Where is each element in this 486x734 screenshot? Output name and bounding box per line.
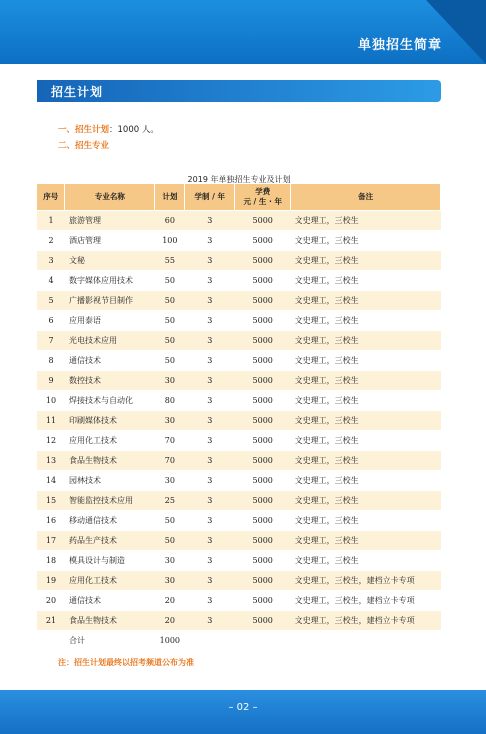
table-row (37, 491, 441, 511)
table-row (37, 371, 441, 391)
cell-name: 焊接技术与自动化 (65, 391, 155, 411)
cell-fee: 5000 (235, 271, 291, 291)
cell-plan: 50 (155, 291, 185, 311)
cell-years: 3 (185, 491, 235, 511)
cell-plan: 55 (155, 251, 185, 271)
majors-line (58, 140, 109, 152)
cell-seq: 2 (37, 231, 65, 251)
total-label: 合计 (65, 631, 155, 651)
cell-years: 3 (185, 471, 235, 491)
cell-seq: 13 (37, 451, 65, 471)
cell-plan: 20 (155, 611, 185, 631)
table-row (37, 471, 441, 491)
cell-note: 文史理工，三校生 (291, 351, 441, 371)
plan-count-label: 一、招生计划 (58, 125, 110, 135)
cell-years: 3 (185, 251, 235, 271)
cell-seq: 18 (37, 551, 65, 571)
table-header-row (37, 184, 441, 211)
cell-plan: 30 (155, 371, 185, 391)
cell-note: 文史理工，三校生 (291, 451, 441, 471)
table-row (37, 611, 441, 631)
header-band (0, 0, 486, 64)
cell-fee: 5000 (235, 351, 291, 371)
footer-band (0, 690, 486, 734)
footnote: 注：招生计划最终以招考频道公布为准 (58, 658, 194, 667)
cell-name: 广播影视节目制作 (65, 291, 155, 311)
cell-fee: 5000 (235, 231, 291, 251)
cell-seq: 7 (37, 331, 65, 351)
table-row (37, 511, 441, 531)
cell-note: 文史理工，三校生，建档立卡专项 (291, 571, 441, 591)
cell-years: 3 (185, 531, 235, 551)
page-number: – 02 – (228, 702, 258, 713)
table-row (37, 251, 441, 271)
cell-seq: 12 (37, 431, 65, 451)
cell-name: 通信技术 (65, 591, 155, 611)
cell-seq: 1 (37, 211, 65, 231)
cell-note: 文史理工，三校生 (291, 311, 441, 331)
cell-years: 3 (185, 571, 235, 591)
cell-name: 旅游管理 (65, 211, 155, 231)
majors-label: 二、招生专业 (58, 141, 110, 151)
cell-name: 酒店管理 (65, 231, 155, 251)
cell-plan: 50 (155, 511, 185, 531)
cell-years: 3 (185, 231, 235, 251)
cell-years: 3 (185, 551, 235, 571)
cell-seq: 9 (37, 371, 65, 391)
table-row (37, 551, 441, 571)
cell-seq: 21 (37, 611, 65, 631)
cell-name: 光电技术应用 (65, 331, 155, 351)
cell-note: 文史理工，三校生 (291, 371, 441, 391)
cell-years: 3 (185, 371, 235, 391)
cell-years: 3 (185, 291, 235, 311)
cell-plan: 80 (155, 391, 185, 411)
cell-years: 3 (185, 591, 235, 611)
table-row (37, 411, 441, 431)
cell-name: 食品生物技术 (65, 451, 155, 471)
cell-name: 移动通信技术 (65, 511, 155, 531)
cell-fee: 5000 (235, 551, 291, 571)
cell-seq: 11 (37, 411, 65, 431)
table-row (37, 211, 441, 231)
cell-seq: 8 (37, 351, 65, 371)
table-row (37, 291, 441, 311)
cell-name: 应用化工技术 (65, 571, 155, 591)
header-fee-line1: 学费 (255, 187, 271, 196)
cell-name: 数控技术 (65, 371, 155, 391)
cell-seq: 16 (37, 511, 65, 531)
cell-name: 智能监控技术应用 (65, 491, 155, 511)
cell-note: 文史理工，三校生 (291, 551, 441, 571)
cell-seq: 3 (37, 251, 65, 271)
cell-seq: 6 (37, 311, 65, 331)
cell-fee: 5000 (235, 331, 291, 351)
cell-fee: 5000 (235, 571, 291, 591)
header-note: 备注 (291, 184, 441, 211)
cell-plan: 25 (155, 491, 185, 511)
cell-plan: 30 (155, 571, 185, 591)
header-name: 专业名称 (65, 184, 155, 211)
cell-name: 模具设计与制造 (65, 551, 155, 571)
cell-plan: 30 (155, 551, 185, 571)
cell-note: 文史理工，三校生 (291, 231, 441, 251)
table-row (37, 571, 441, 591)
cell-plan: 70 (155, 451, 185, 471)
cell-note: 文史理工，三校生 (291, 511, 441, 531)
cell-seq: 19 (37, 571, 65, 591)
cell-name: 应用化工技术 (65, 431, 155, 451)
cell-years: 3 (185, 611, 235, 631)
cell-fee: 5000 (235, 491, 291, 511)
cell-seq: 20 (37, 591, 65, 611)
cell-years: 3 (185, 451, 235, 471)
section-bar (37, 80, 441, 102)
table-total-row (37, 631, 441, 651)
cell-note: 文史理工，三校生 (291, 331, 441, 351)
table-row (37, 311, 441, 331)
cell-note: 文史理工，三校生 (291, 251, 441, 271)
cell-years: 3 (185, 431, 235, 451)
cell-years: 3 (185, 211, 235, 231)
cell-seq: 5 (37, 291, 65, 311)
cell-note: 文史理工，三校生 (291, 531, 441, 551)
plan-count-line (58, 124, 159, 136)
cell-plan: 30 (155, 411, 185, 431)
cell-years: 3 (185, 271, 235, 291)
cell-name: 文秘 (65, 251, 155, 271)
cell-plan: 60 (155, 211, 185, 231)
cell-seq: 10 (37, 391, 65, 411)
total-value: 1000 (155, 631, 185, 651)
cell-plan: 20 (155, 591, 185, 611)
cell-note: 文史理工，三校生 (291, 491, 441, 511)
cell-seq: 17 (37, 531, 65, 551)
table-caption: 2019 年单独招生专业及计划 (187, 175, 291, 184)
cell-plan: 30 (155, 471, 185, 491)
cell-fee: 5000 (235, 251, 291, 271)
header-fee (235, 184, 291, 211)
cell-years: 3 (185, 311, 235, 331)
table-row (37, 591, 441, 611)
table-row (37, 231, 441, 251)
header-seq: 序号 (37, 184, 65, 211)
cell-fee: 5000 (235, 391, 291, 411)
cell-plan: 50 (155, 351, 185, 371)
cell-years: 3 (185, 351, 235, 371)
header-plan: 计划 (155, 184, 185, 211)
cell-note: 文史理工，三校生，建档立卡专项 (291, 611, 441, 631)
cell-total-rest (185, 631, 441, 651)
cell-fee: 5000 (235, 291, 291, 311)
cell-name: 通信技术 (65, 351, 155, 371)
plan-count-value: ：1000 人。 (109, 125, 159, 135)
cell-fee: 5000 (235, 431, 291, 451)
header-fee-line2: 元 / 生 · 年 (243, 197, 282, 206)
cell-fee: 5000 (235, 611, 291, 631)
cell-fee: 5000 (235, 511, 291, 531)
cell-plan: 50 (155, 331, 185, 351)
cell-plan: 70 (155, 431, 185, 451)
cell-note: 文史理工，三校生 (291, 391, 441, 411)
cell-fee: 5000 (235, 411, 291, 431)
cell-note: 文史理工，三校生 (291, 411, 441, 431)
cell-note: 文史理工，三校生 (291, 471, 441, 491)
cell-name: 应用泰语 (65, 311, 155, 331)
cell-total-blank (37, 631, 65, 651)
cell-note: 文史理工，三校生，建档立卡专项 (291, 591, 441, 611)
header-title: 单独招生简章 (357, 38, 442, 53)
cell-fee: 5000 (235, 311, 291, 331)
cell-plan: 50 (155, 531, 185, 551)
cell-years: 3 (185, 411, 235, 431)
cell-seq: 4 (37, 271, 65, 291)
cell-note: 文史理工，三校生 (291, 271, 441, 291)
cell-years: 3 (185, 391, 235, 411)
cell-note: 文史理工，三校生 (291, 431, 441, 451)
cell-name: 药品生产技术 (65, 531, 155, 551)
majors-table (37, 184, 441, 651)
cell-plan: 50 (155, 311, 185, 331)
cell-name: 印刷媒体技术 (65, 411, 155, 431)
cell-fee: 5000 (235, 591, 291, 611)
cell-fee: 5000 (235, 211, 291, 231)
table-row (37, 391, 441, 411)
cell-name: 食品生物技术 (65, 611, 155, 631)
table-row (37, 271, 441, 291)
cell-name: 园林技术 (65, 471, 155, 491)
cell-plan: 50 (155, 271, 185, 291)
table-row (37, 531, 441, 551)
cell-name: 数字媒体应用技术 (65, 271, 155, 291)
cell-fee: 5000 (235, 471, 291, 491)
header-corner-decoration (426, 0, 486, 64)
cell-seq: 15 (37, 491, 65, 511)
cell-years: 3 (185, 511, 235, 531)
table-row (37, 351, 441, 371)
table-row (37, 451, 441, 471)
cell-seq: 14 (37, 471, 65, 491)
cell-fee: 5000 (235, 371, 291, 391)
table-row (37, 431, 441, 451)
table-row (37, 331, 441, 351)
cell-note: 文史理工，三校生 (291, 211, 441, 231)
cell-fee: 5000 (235, 451, 291, 471)
cell-plan: 100 (155, 231, 185, 251)
cell-fee: 5000 (235, 531, 291, 551)
cell-note: 文史理工，三校生 (291, 291, 441, 311)
header-years: 学制 / 年 (185, 184, 235, 211)
section-title: 招生计划 (51, 85, 104, 99)
cell-years: 3 (185, 331, 235, 351)
